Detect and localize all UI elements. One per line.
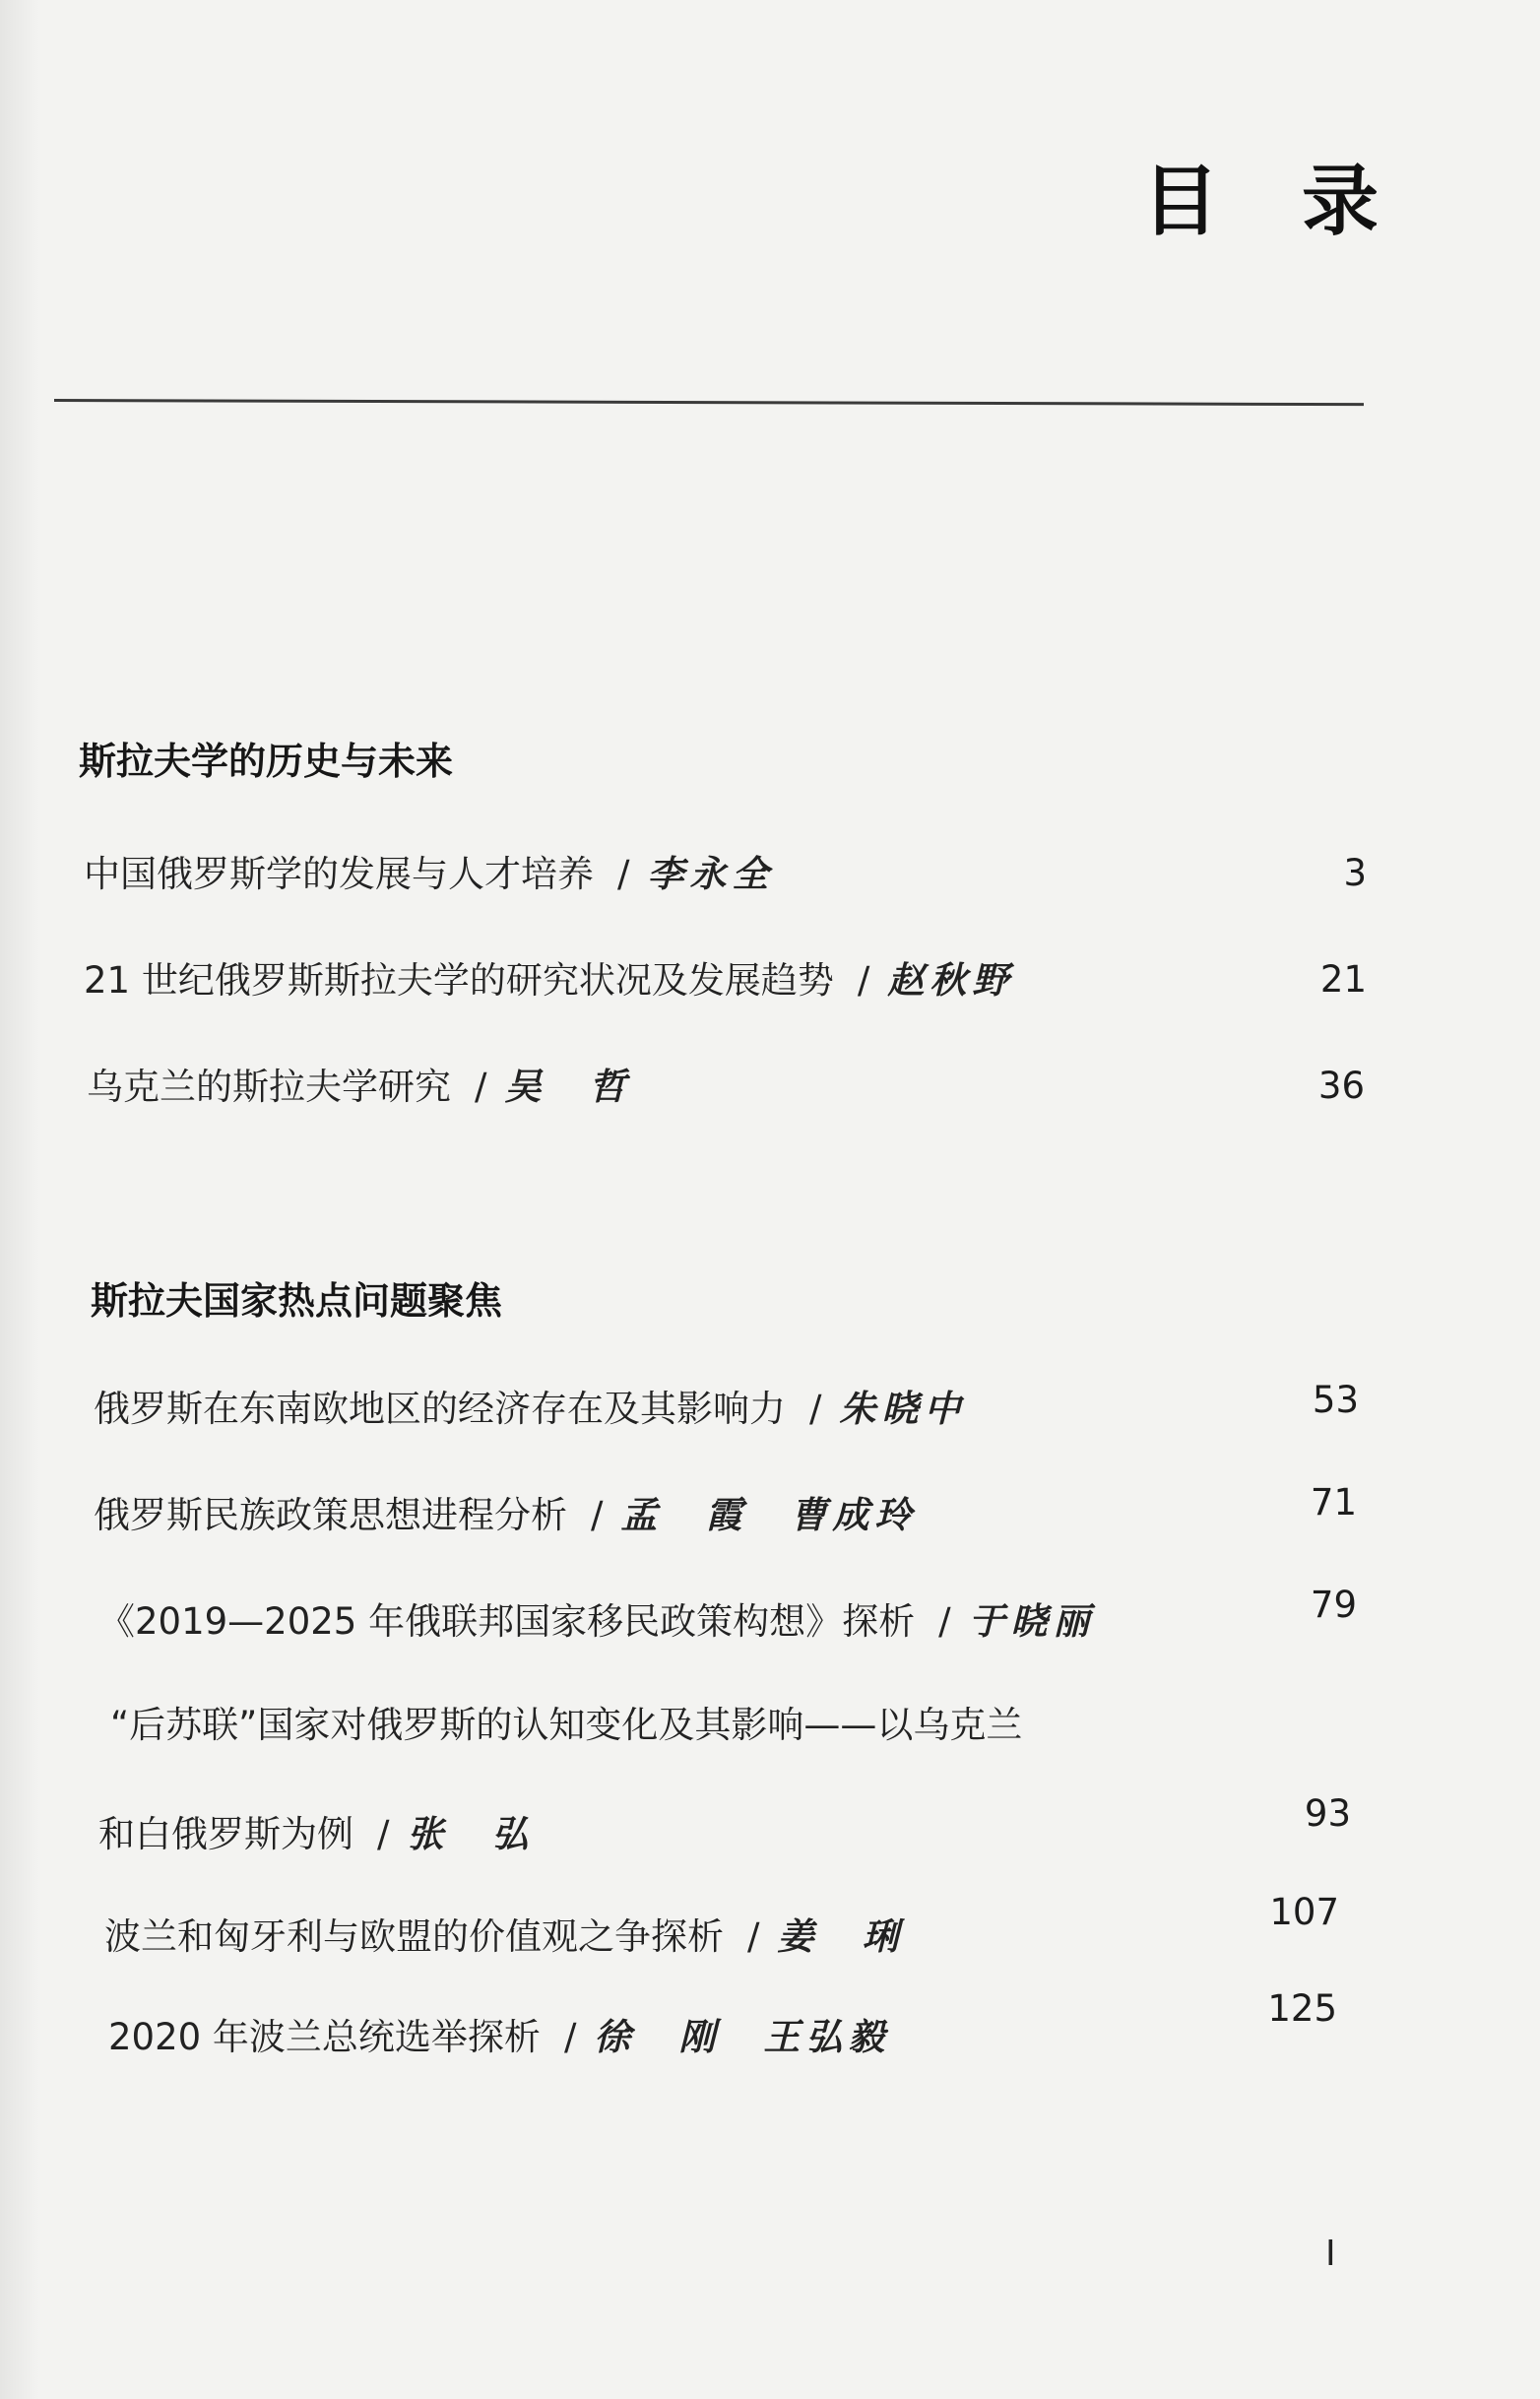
entry-author: 李永全 (647, 852, 775, 895)
toc-entry[interactable]: 俄罗斯民族政策思想进程分析 / 孟 霞 曹成玲 71 (0, 1485, 1540, 1544)
entry-title: 和白俄罗斯为例 (98, 1813, 353, 1855)
entry-author: 孟 霞 曹成玲 (620, 1493, 918, 1536)
toc-title-char-1: 目 (1142, 158, 1220, 246)
toc-entry[interactable]: 乌克兰的斯拉夫学研究 / 吴 哲 36 (0, 1057, 1540, 1116)
entry-page-number: 36 (1317, 1065, 1365, 1107)
entry-title: 俄罗斯在东南欧地区的经济存在及其影响力 (94, 1388, 786, 1430)
toc-entry[interactable]: 中国俄罗斯学的发展与人才培养 / 李永全 3 (0, 844, 1540, 903)
entry-page-number: 107 (1269, 1891, 1339, 1933)
entry-author: 张 弘 (407, 1812, 535, 1855)
entry-page-number: 53 (1312, 1379, 1359, 1421)
entry-title: 《2019—2025 年俄联邦国家移民政策构想》探析 (98, 1600, 916, 1643)
title-divider (54, 399, 1364, 406)
toc-entry-line-1[interactable] (0, 1696, 1540, 1755)
entry-author: 姜 琍 (777, 1914, 905, 1958)
entry-page-number: 125 (1267, 1987, 1337, 2030)
entry-title: 俄罗斯民族政策思想进程分析 (94, 1494, 567, 1536)
entry-page-number: 21 (1319, 958, 1367, 1001)
toc-entry[interactable]: 俄罗斯在东南欧地区的经济存在及其影响力 / 朱晓中 53 (0, 1379, 1540, 1438)
entry-page-number: 71 (1310, 1481, 1357, 1524)
entry-page-number: 93 (1304, 1792, 1351, 1835)
toc-entry[interactable]: 《2019—2025 年俄联邦国家移民政策构想》探析 / 于晓丽 79 (0, 1591, 1540, 1651)
entry-title: “后苏联”国家对俄罗斯的认知变化及其影响——以乌克兰 (110, 1704, 1023, 1746)
entry-title: 21 世纪俄罗斯斯拉夫学的研究状况及发展趋势 (84, 959, 834, 1002)
toc-entry[interactable]: 和白俄罗斯为例 / 张 弘 93 (0, 1804, 1540, 1863)
entry-author: 于晓丽 (968, 1599, 1096, 1643)
toc-entry[interactable]: 2020 年波兰总统选举探析 / 徐 刚 王弘毅 125 (0, 2007, 1540, 2066)
section-heading-1: 斯拉夫学的历史与未来 (79, 740, 454, 783)
toc-entry[interactable]: 波兰和匈牙利与欧盟的价值观之争探析 / 姜 琍 107 (0, 1907, 1540, 1966)
entry-author: 赵秋野 (887, 958, 1015, 1002)
entry-page-number: 3 (1343, 852, 1367, 894)
folio-page-number: I (1325, 2234, 1336, 2274)
section-heading-2: 斯拉夫国家热点问题聚焦 (91, 1279, 503, 1323)
entry-title: 2020 年波兰总统选举探析 (108, 2016, 541, 2058)
entry-title: 中国俄罗斯学的发展与人才培养 (84, 853, 594, 895)
entry-title: 乌克兰的斯拉夫学研究 (87, 1066, 451, 1108)
toc-title-char-2: 录 (1301, 158, 1379, 246)
entry-author: 徐 刚 王弘毅 (594, 2015, 891, 2058)
entry-author: 吴 哲 (504, 1065, 632, 1108)
entry-author: 朱晓中 (839, 1387, 967, 1430)
toc-entry[interactable]: 21 世纪俄罗斯斯拉夫学的研究状况及发展趋势 / 赵秋野 21 (0, 950, 1540, 1009)
toc-title (1142, 148, 1379, 256)
entry-page-number: 79 (1310, 1584, 1357, 1626)
entry-title: 波兰和匈牙利与欧盟的价值观之争探析 (104, 1915, 724, 1958)
